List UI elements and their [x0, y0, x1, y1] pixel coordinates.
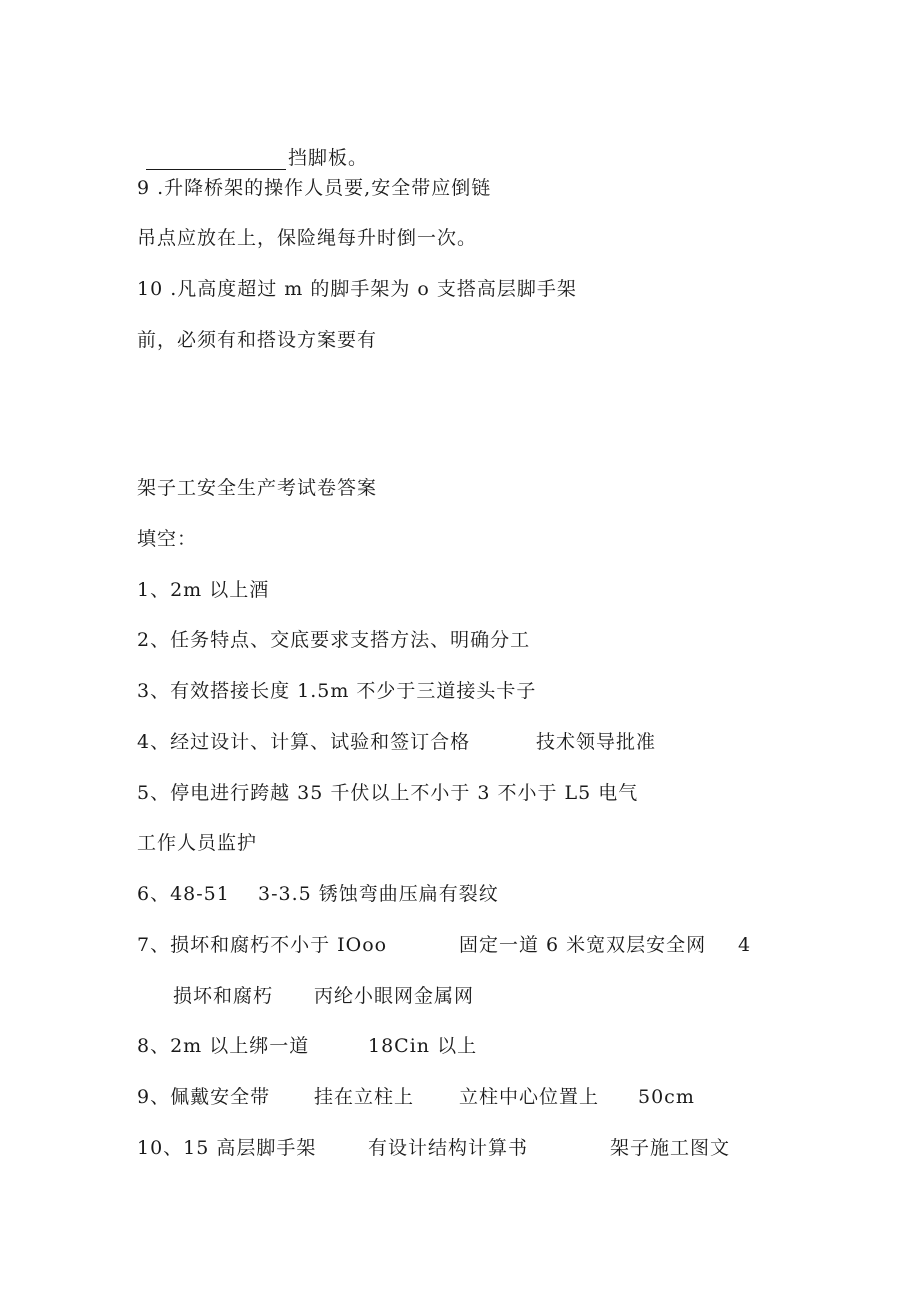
- document-page: 挡脚板。 9 .升降桥架的操作人员要,安全带应倒链 吊点应放在上，保险绳每升时倒一次。 10 .凡高度超过 m 的脚手架为 o 支搭高层脚手架 前，必须有和搭设方案要有 架子工安全生产考试卷答案 填空： 1、2m 以上酒 2、任务特点、交底要求支搭方法、明确分工 3、有效搭接长度 1.5m 不少于三道接头卡子 4、经过设计、计算、试验和签订合格 技术领导批准 5、停电进行跨越 35 千伏以上不小于 3 不小于 L5 电气 工作人员监护 6、48-51 3-3.5 锈蚀弯曲压扁有裂纹 7、损坏和腐朽不小于 IOoo 固定一道 6 米宽双层安全网 4 损坏和腐朽 丙纶小眼网金属网 8、2m 以上绑一道 18Cin 以上 9、佩戴安全带 挂在立柱上 立柱中心位置上 50cm 10、15 高层脚手架 有设计结构计算书 架子施工图文: [137, 147, 752, 1159]
- answer-blank: [146, 151, 286, 170]
